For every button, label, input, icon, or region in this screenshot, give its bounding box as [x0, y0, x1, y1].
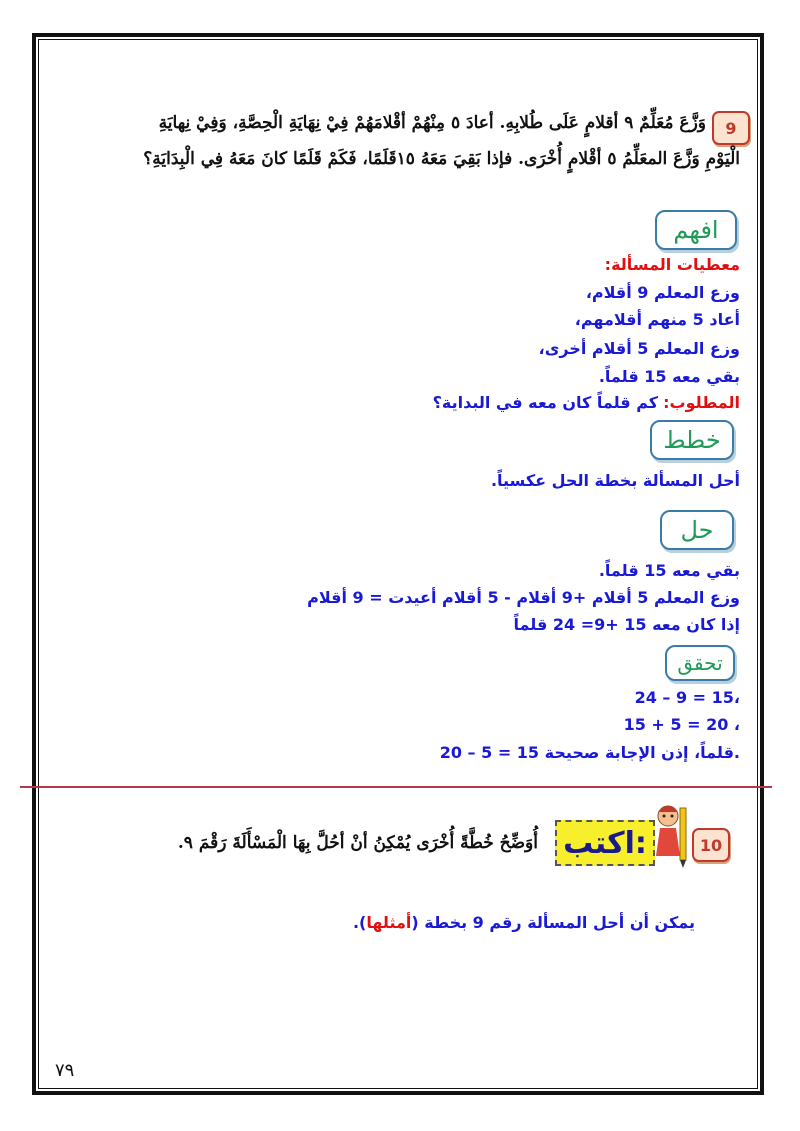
understand-tag: افهم — [655, 210, 737, 250]
answer-prefix: يمكن أن أحل المسألة رقم 9 بخطة ( — [411, 913, 695, 932]
given-line-2: أعاد 5 منهم أقلامهم، — [574, 310, 740, 329]
check-tag: تحقق — [665, 645, 735, 681]
answer-line — [353, 910, 695, 936]
plan-tag: خطط — [650, 420, 734, 460]
question-9-number: 9 — [712, 111, 750, 145]
given-line-3: وزع المعلم 5 أقلام أخرى، — [538, 339, 740, 358]
check-line-2: 15 + 5 = 20 ، — [623, 715, 740, 734]
answer-suffix: ). — [352, 913, 367, 932]
solve-line-3: إذا كان معه 15 +9= 24 قلماً — [513, 615, 740, 634]
section-divider — [20, 786, 772, 788]
solve-line-1: بقي معه 15 قلماً. — [598, 561, 740, 580]
required-label: المطلوب: — [663, 393, 740, 412]
required-line — [433, 390, 740, 416]
check-line-3: 20 – 5 = 15 قلماً، إذن الإجابة صحيحة. — [439, 743, 740, 762]
given-line-1: وزع المعلم 9 أقلام، — [585, 283, 740, 302]
solve-tag: حل — [660, 510, 734, 550]
given-line-4: بقي معه 15 قلماً. — [598, 367, 740, 386]
givens-label: معطيات المسألة: — [604, 255, 740, 274]
plan-text: أحل المسألة بخطة الحل عكسياً. — [490, 471, 740, 490]
question-9-line-2: الْيَوْمِ وَزَّعَ المعَلِّمُ ٥ أقْلامٍ أُخْرَى. فإذا بَقِيَ مَعَهُ ١٥قَلَمًا، فَكَمْ قَلَمًا كانَ مَعَهُ فِي الْبِدَايَةِ؟ — [143, 149, 740, 169]
question-9-line-1: وَزَّعَ مُعَلِّمٌ ٩ أقلامٍ عَلَى طُلابِهِ. أعادَ ٥ مِنْهُمْ أقْلامَهُمْ فِيْ نِهَايَةِ الْحِصَّةِ، وَفِيْ نِهايَةِ — [158, 113, 706, 133]
required-text: كم قلماً كان معه في البداية؟ — [432, 393, 659, 412]
question-10-number: 10 — [692, 828, 730, 862]
check-line-1: 24 – 9 = 15، — [634, 688, 740, 707]
write-label-box: اكتب: — [555, 820, 655, 866]
answer-highlight: أمثلها — [366, 913, 412, 932]
question-10-text: أُوَضِّحُ خُطَّةً أُخْرَى يُمْكِنُ أنْ أحُلَّ بِهَا الْمَسْأَلَةَ رَقْمَ ٩. — [177, 833, 538, 853]
page-number: ٧٩ — [55, 1060, 75, 1081]
pencil-girl-icon — [650, 800, 690, 870]
solve-line-2: وزع المعلم 5 أقلام +9 أقلام - 5 أقلام أعيدت = 9 أقلام — [307, 588, 740, 607]
